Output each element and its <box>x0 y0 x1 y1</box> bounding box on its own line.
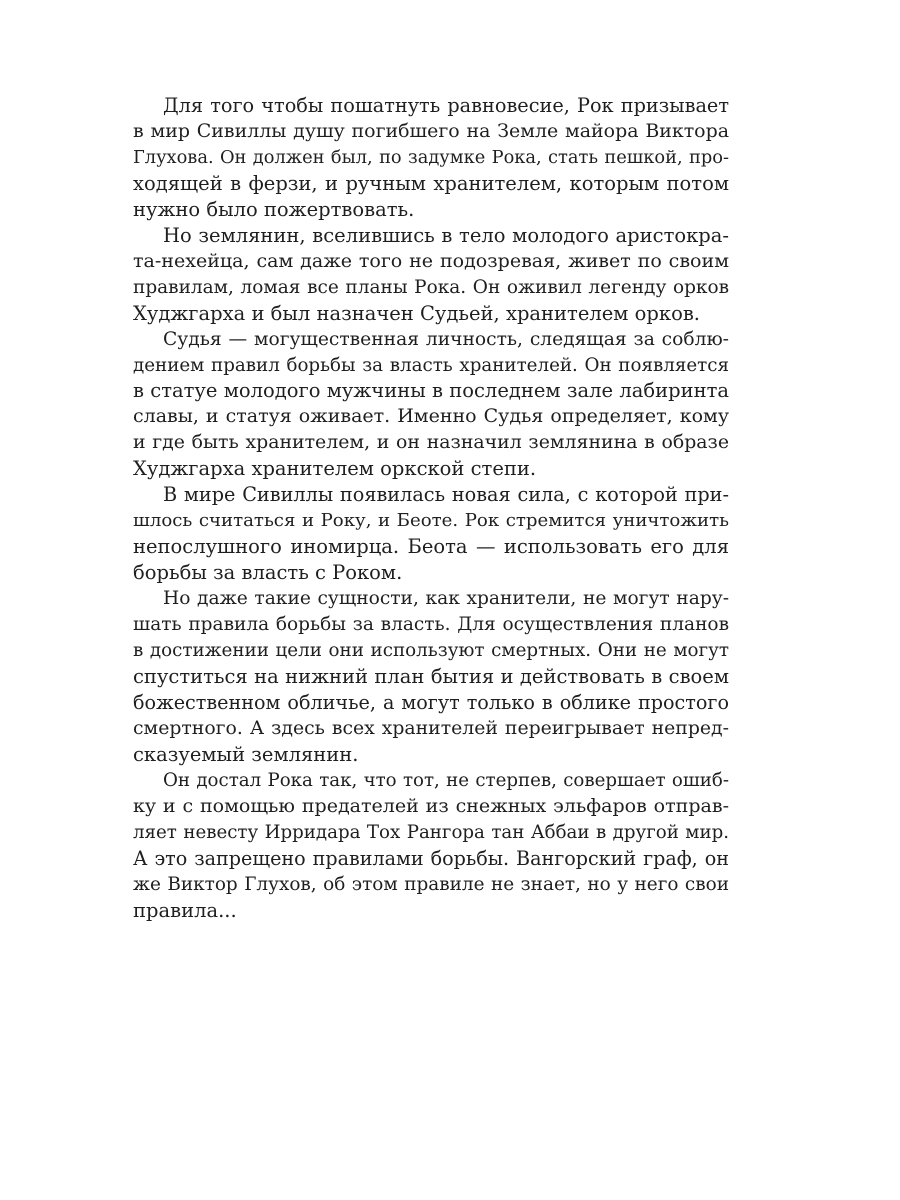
text-line: ходящей в ферзи, и ручным хранителем, которым потом <box>133 171 729 195</box>
paragraph-1 <box>133 93 729 223</box>
text-line: Для того чтобы пошатнуть равновесие, Рок призывает <box>163 94 729 117</box>
paragraph-5 <box>133 586 729 768</box>
text-line: же Виктор Глухов, об этом правиле не знает, но у него свои <box>133 873 729 895</box>
text-line: Судья — могущественная личность, следящая за соблю- <box>163 328 729 350</box>
text-line: и где быть хранителем, и он назначил землянина в образе <box>133 431 729 454</box>
text-line: правилам, ломая все планы Рока. Он оживил легенду орков <box>133 276 729 298</box>
text-line: Худжгарха и был назначен Судьей, хранителем орков. <box>133 301 700 325</box>
text-line: смертного. А здесь всех хранителей переигрывает непред- <box>133 717 729 739</box>
text-line: ку и с помощью предателей из снежных эльфаров отправ- <box>133 794 729 817</box>
text-line: в мир Сивиллы душу погибшего на Земле майора Виктора <box>133 119 729 142</box>
text-block <box>133 93 729 924</box>
text-line: Но даже такие сущности, как хранители, не могут нару- <box>163 588 729 610</box>
text-line: дением правил борьбы за власть хранителей. Он появляется <box>133 354 729 376</box>
text-line: спуститься на нижний план бытия и действовать в своем <box>133 664 729 688</box>
paragraph-4 <box>133 482 729 586</box>
text-line: сказуемый землянин. <box>133 742 359 766</box>
text-line: нужно было пожертвовать. <box>133 197 415 221</box>
text-line: в статуе молодого мужчины в последнем зале лабиринта <box>133 379 729 403</box>
text-line: та-нехейца, сам даже того не подозревая, живет по своим <box>133 249 729 272</box>
text-line: шать правила борьбы за власть. Для осуществления планов <box>133 614 729 636</box>
paragraph-6 <box>133 768 729 924</box>
text-line: божественном обличье, а могут только в облике простого <box>133 690 729 714</box>
text-line: Но землянин, вселившись в тело молодого аристокра- <box>163 223 729 247</box>
text-line: А это запрещено правилами борьбы. Вангорский граф, он <box>133 846 729 870</box>
text-line: ляет невесту Ирридара Тох Рангора тан Аббаи в другой мир. <box>133 821 729 843</box>
paragraph-2 <box>133 223 729 327</box>
text-line: Худжгарха хранителем оркской степи. <box>133 457 537 481</box>
paragraph-3 <box>133 327 729 483</box>
text-line: в достижении цели они используют смертных. Они не могут <box>133 640 729 662</box>
text-line: Глухова. Он должен был, по задумке Рока, стать пешкой, про- <box>133 146 729 168</box>
text-line: В мире Сивиллы появилась новая сила, с которой при- <box>163 483 729 507</box>
text-line: Он достал Рока так, что тот, не стерпев, совершает ошиб- <box>163 769 729 791</box>
text-line: славы, и статуя оживает. Именно Судья определяет, кому <box>133 405 729 428</box>
text-line: борьбы за власть с Роком. <box>133 561 403 585</box>
text-line: правила... <box>133 898 237 922</box>
text-line: непослушного иномирца. Беота — использовать его для <box>133 535 729 559</box>
text-line: шлось считаться и Року, и Беоте. Рок стремится уничтожить <box>133 510 729 532</box>
